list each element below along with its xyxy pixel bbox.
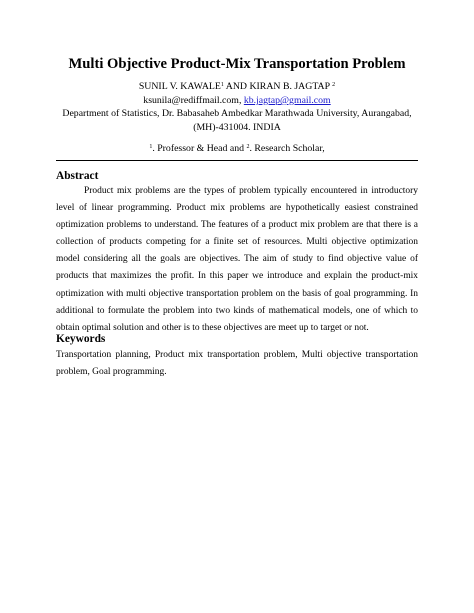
author-1-superscript: 1 bbox=[220, 82, 224, 88]
affiliation-line-2: (MH)-431004. INDIA bbox=[193, 122, 281, 133]
keywords-body: Transportation planning, Product mix transportation problem, Multi objective transportation problem, Goal programming. bbox=[56, 350, 418, 378]
abstract-body bbox=[56, 183, 418, 337]
author-conjunction: AND bbox=[223, 81, 250, 92]
keywords-heading: Keywords bbox=[56, 333, 106, 345]
author-2-name: KIRAN B. JAGTAP bbox=[249, 81, 330, 92]
author-1-name: SUNIL V. KAWALE bbox=[138, 81, 221, 92]
author-roles-line bbox=[0, 142, 474, 155]
author-2-superscript: 2 bbox=[332, 82, 336, 88]
abstract-heading: Abstract bbox=[56, 170, 99, 182]
author-line bbox=[0, 80, 474, 93]
email-line bbox=[0, 94, 474, 107]
role-1-superscript: 1 bbox=[149, 144, 153, 150]
email-separator: , bbox=[238, 95, 244, 106]
role-2-text: . Research Scholar, bbox=[249, 143, 325, 154]
header-divider bbox=[56, 160, 418, 161]
email-1: ksunila@rediffmail.com bbox=[143, 95, 239, 106]
role-2-superscript: 2 bbox=[246, 144, 250, 150]
email-2-link[interactable]: kb.jagtap@gmail.com bbox=[243, 95, 331, 106]
paper-title: Multi Objective Product-Mix Transportation Problem bbox=[68, 56, 406, 72]
role-1-text: . Professor & Head and bbox=[152, 143, 247, 154]
abstract-text: Product mix problems are the types of problem typically encountered in introductory level of linear programming. Product mix problems are hypothetically easiest constrained optimization problems to understand. The features of a product mix problem are that there is a collection of products competing for a finite set of resources. Multi objective optimization model considering all the goals are objectives. The aim of study to find objective value of products that maximizes the profit. In this paper we introduce and explain the product-mix optimization with multi objective transportation problem on the basis of goal programming. In additional to formulate the problem into two kinds of mathematical models, one of which to obtain optimal solution and other is to these objectives are meet up to target or not. bbox=[56, 186, 418, 333]
affiliation-line-1: Department of Statistics, Dr. Babasaheb Ambedkar Marathwada University, Aurangabad, bbox=[62, 108, 412, 119]
